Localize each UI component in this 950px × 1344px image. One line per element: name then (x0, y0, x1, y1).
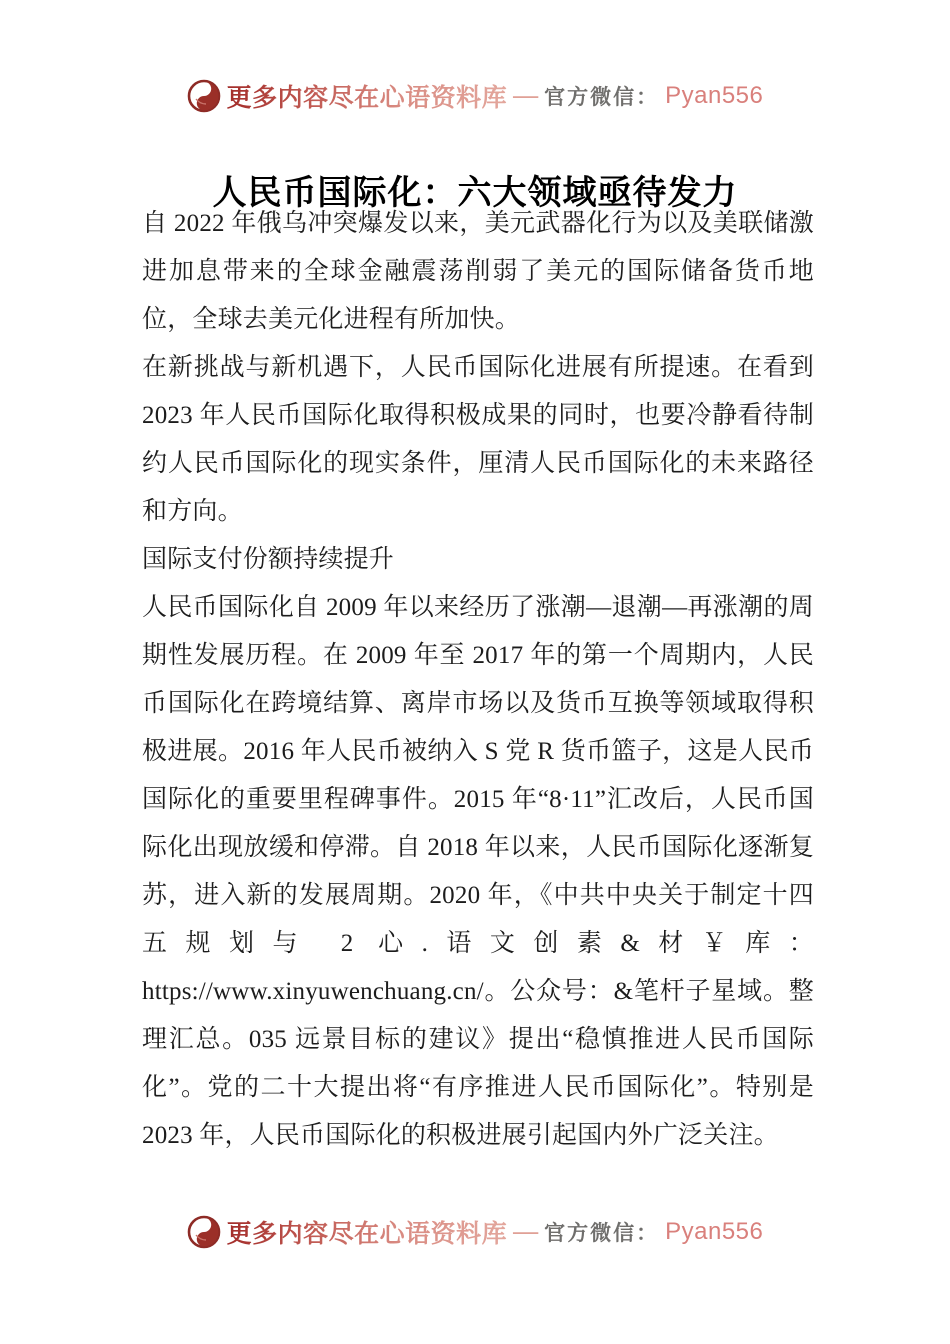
watermark-brand-text: 更多内容尽在心语资料库 (227, 78, 508, 114)
circular-seal-logo-icon (187, 79, 221, 113)
paragraph-1: 自 2022 年俄乌冲突爆发以来，美元武器化行为以及美联储激进加息带来的全球金融震荡削弱了美元的国际储备货币地位，全球去美元化进程有所加快。 (142, 210, 814, 333)
circular-seal-logo-icon (187, 1215, 221, 1249)
watermark-wechat-label: 官方微信： (544, 85, 660, 109)
footer-watermark (0, 1214, 950, 1250)
watermark-dash: — (513, 1218, 539, 1245)
watermark-dash: — (513, 82, 539, 109)
paragraph-2: 在新挑战与新机遇下，人民币国际化进展有所提速。在看到 2023 年人民币国际化取得积极成果的同时，也要冷静看待制约人民币国际化的现实条件，厘清人民币国际化的未来路径和方向。 (142, 354, 814, 525)
watermark-wechat-id: Pyan556 (665, 82, 764, 109)
watermark-brand-text: 更多内容尽在心语资料库 (227, 1214, 508, 1250)
watermark-wechat-label: 官方微信： (544, 1221, 660, 1245)
document-body (142, 200, 814, 1160)
section-heading-1: 国际支付份额持续提升 (142, 546, 395, 573)
page-title: 人民币国际化：六大领域亟待发力 (212, 174, 738, 212)
header-watermark (0, 78, 950, 114)
watermark-wechat-id: Pyan556 (665, 1218, 764, 1245)
paragraph-3: 人民币国际化自 2009 年以来经历了涨潮—退潮—再涨潮的周期性发展历程。在 2009 年至 2017 年的第一个周期内，人民币国际化在跨境结算、离岸市场以及货币互换等领域取得积极进展。2016 年人民币被纳入 S 党 R 货币篮子，这是人民币国际化的重要里程碑事件。2015 年“8·11”汇改后，人民币国际化出现放缓和停滞。自 2018 年以来，人民币国际化逐渐复苏，进入新的发展周期。2020 年，《中共中央关于制定十四五规划与 2 心.语文创素&材￥库：https://www.xinyuwenchuang.cn/。公众号：&笔杆子星域。整理汇总。035 远景目标的建议》提出“稳慎推进人民币国际化”。党的二十大提出将“有序推进人民币国际化”。特别是 2023 年，人民币国际化的积极进展引起国内外广泛关注。 (142, 594, 814, 1149)
